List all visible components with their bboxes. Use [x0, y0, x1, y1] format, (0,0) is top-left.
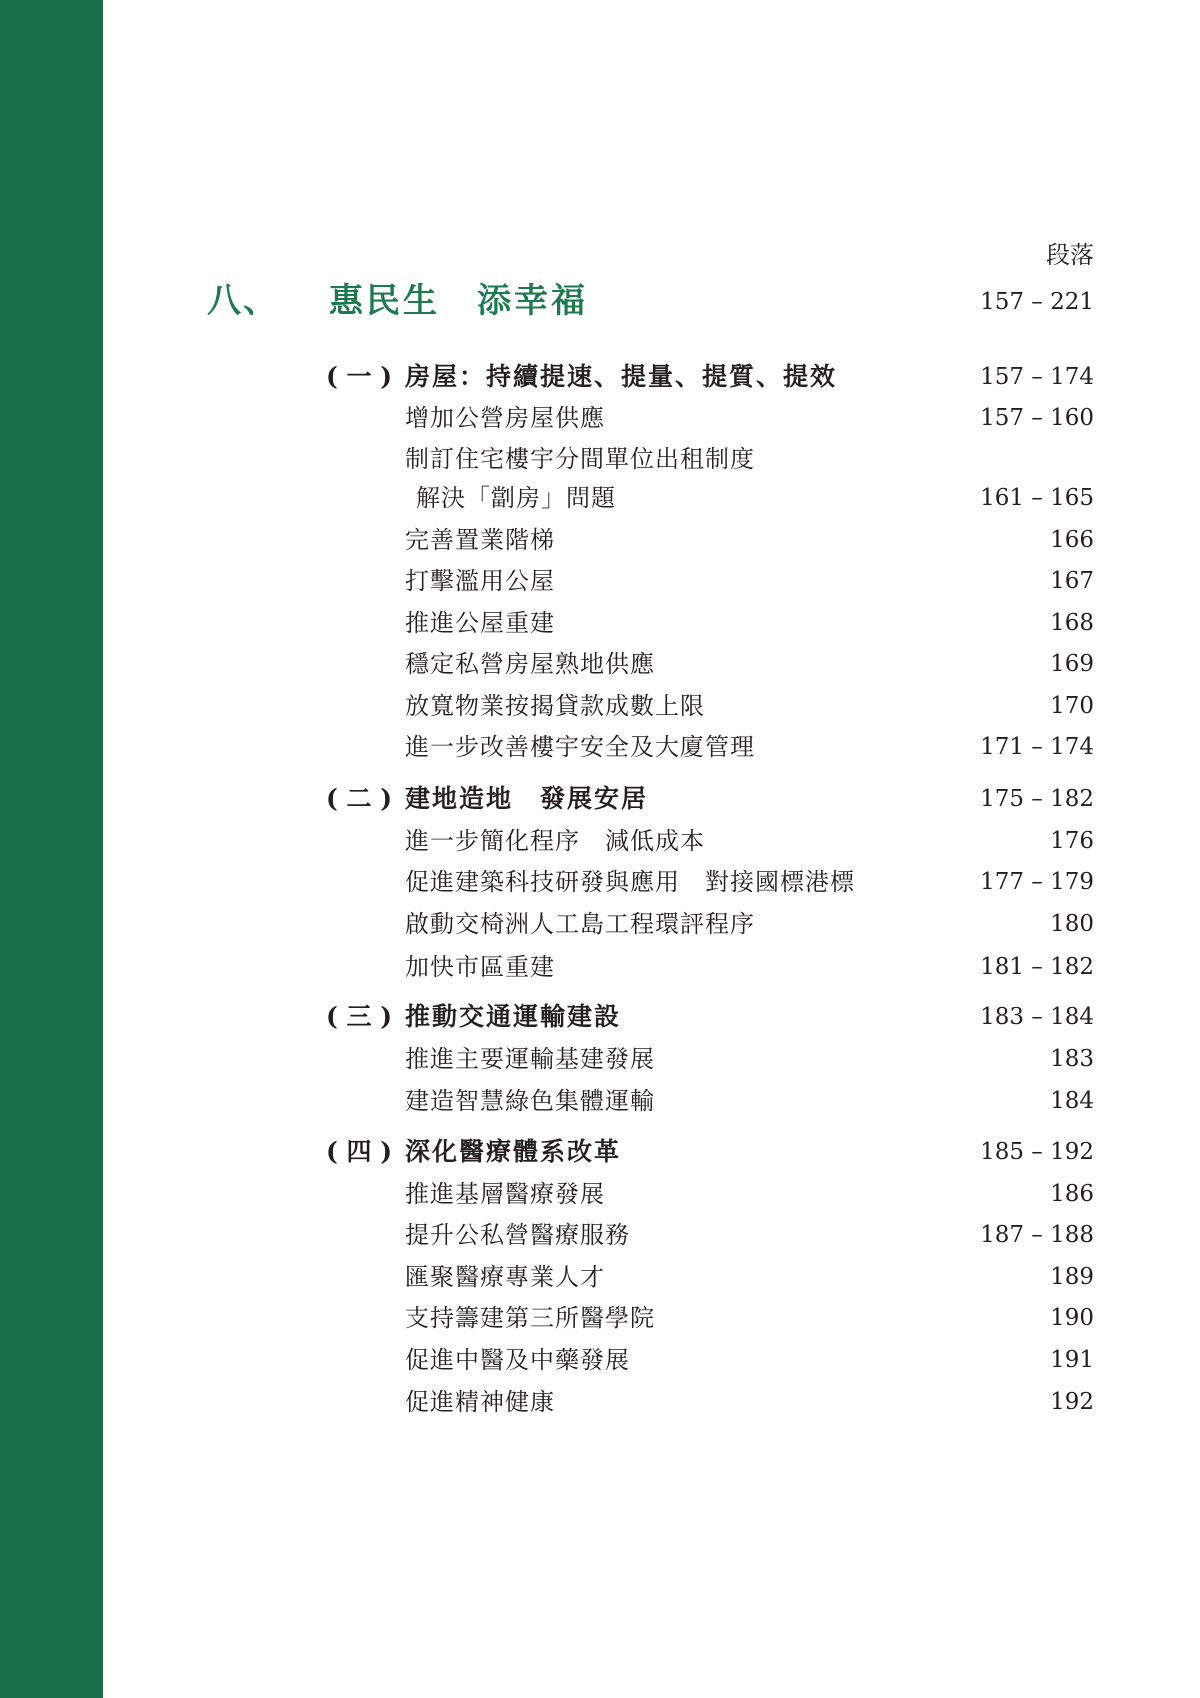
section-title: 房屋：持續提速、提量、提質、提效	[405, 362, 838, 391]
toc-item-pages: 180	[1050, 911, 1094, 937]
toc-item-pages: 171 – 174	[980, 734, 1094, 760]
toc-item[interactable]	[0, 1219, 1200, 1255]
toc-item-pages: 167	[1050, 568, 1094, 594]
toc-item-title: 匯聚醫療專業人才	[405, 1263, 605, 1291]
section-number: ( 一 )	[326, 362, 393, 391]
toc-item-title: 促進中醫及中藥發展	[405, 1346, 630, 1374]
toc-item-pages: 184	[1050, 1088, 1094, 1114]
toc-item[interactable]	[0, 524, 1200, 560]
toc-item-title: 完善置業階梯	[405, 526, 555, 554]
toc-item-title: 提升公私營醫療服務	[405, 1221, 630, 1249]
toc-item[interactable]	[0, 402, 1200, 438]
toc-item[interactable]	[0, 951, 1200, 987]
section-page-range: 175 – 182	[980, 786, 1094, 812]
toc-item[interactable]	[0, 1178, 1200, 1214]
toc-item-title: 進一步簡化程序 減低成本	[405, 827, 705, 855]
toc-item-pages: 170	[1050, 693, 1094, 719]
toc-item-pages: 157 – 160	[980, 405, 1094, 431]
toc-item-title: 促進建築科技研發與應用 對接國標港標	[405, 868, 855, 896]
toc-item-pages: 166	[1050, 527, 1094, 553]
section-heading-row[interactable]	[0, 1001, 1200, 1037]
toc-item-title: 建造智慧綠色集體運輸	[405, 1087, 655, 1115]
toc-item-title: 放寬物業按揭貸款成數上限	[405, 692, 705, 720]
section-page-range: 157 – 174	[980, 364, 1094, 390]
section-number: ( 四 )	[326, 1137, 393, 1166]
section-title: 推動交通運輸建設	[405, 1002, 622, 1031]
toc-item[interactable]	[0, 690, 1200, 726]
toc-item-title: 制訂住宅樓宇分間單位出租制度	[405, 445, 755, 473]
toc-item-pages: 177 – 179	[980, 869, 1094, 895]
section-number: ( 三 )	[326, 1002, 393, 1031]
toc-item[interactable]	[0, 1085, 1200, 1121]
toc-item-pages: 186	[1050, 1181, 1094, 1207]
toc-item-title: 打擊濫用公屋	[405, 567, 555, 595]
toc-item-pages: 176	[1050, 828, 1094, 854]
toc-item-title: 穩定私營房屋熟地供應	[405, 650, 655, 678]
toc-item-title: 增加公營房屋供應	[405, 404, 605, 432]
toc-item[interactable]	[0, 565, 1200, 601]
toc-item-pages: 168	[1050, 610, 1094, 636]
toc-item-pages: 190	[1050, 1305, 1094, 1331]
chapter-number: 八、	[207, 281, 279, 321]
toc-item-pages: 191	[1050, 1347, 1094, 1373]
section-heading-row[interactable]	[0, 361, 1200, 397]
toc-item[interactable]	[0, 648, 1200, 684]
toc-item[interactable]	[0, 1344, 1200, 1380]
chapter-page-range: 157 – 221	[980, 289, 1094, 315]
toc-item-pages: 192	[1050, 1389, 1094, 1415]
toc-item-title: 進一步改善樓宇安全及大廈管理	[405, 733, 755, 761]
toc-item[interactable]	[0, 866, 1200, 902]
section-number: ( 二 )	[326, 784, 393, 813]
section-title: 建地造地 發展安居	[405, 784, 649, 813]
toc-item[interactable]	[0, 908, 1200, 944]
toc-item[interactable]	[0, 443, 1200, 479]
toc-item-continuation[interactable]	[0, 482, 1200, 518]
toc-item[interactable]	[0, 731, 1200, 767]
toc-item-pages: 169	[1050, 651, 1094, 677]
paragraph-column-header: 段落	[1046, 241, 1094, 269]
chapter-heading-row[interactable]	[0, 280, 1200, 321]
toc-item-title: 推進基層醫療發展	[405, 1180, 605, 1208]
toc-item-title: 推進主要運輸基建發展	[405, 1045, 655, 1073]
toc-item-pages: 161 – 165	[980, 485, 1094, 511]
section-page-range: 185 – 192	[980, 1139, 1094, 1165]
toc-item-pages: 189	[1050, 1264, 1094, 1290]
section-page-range: 183 – 184	[980, 1004, 1094, 1030]
toc-item[interactable]	[0, 1302, 1200, 1338]
toc-item[interactable]	[0, 825, 1200, 861]
toc-item-pages: 187 – 188	[980, 1222, 1094, 1248]
toc-item-pages: 183	[1050, 1046, 1094, 1072]
section-heading-row[interactable]	[0, 1136, 1200, 1172]
toc-item-title: 啟動交椅洲人工島工程環評程序	[405, 910, 755, 938]
toc-item[interactable]	[0, 1386, 1200, 1422]
toc-item-pages: 181 – 182	[980, 954, 1094, 980]
toc-item[interactable]	[0, 607, 1200, 643]
toc-item-title: 促進精神健康	[405, 1388, 555, 1416]
chapter-title: 惠民生 添幸福	[329, 281, 588, 321]
toc-item-title: 支持籌建第三所醫學院	[405, 1304, 655, 1332]
section-heading-row[interactable]	[0, 783, 1200, 819]
toc-item[interactable]	[0, 1261, 1200, 1297]
toc-item-title: 解決「劏房」問題	[416, 484, 616, 512]
toc-item-title: 推進公屋重建	[405, 609, 555, 637]
toc-item-title: 加快市區重建	[405, 953, 555, 981]
section-title: 深化醫療體系改革	[405, 1137, 622, 1166]
toc-item[interactable]	[0, 1043, 1200, 1079]
